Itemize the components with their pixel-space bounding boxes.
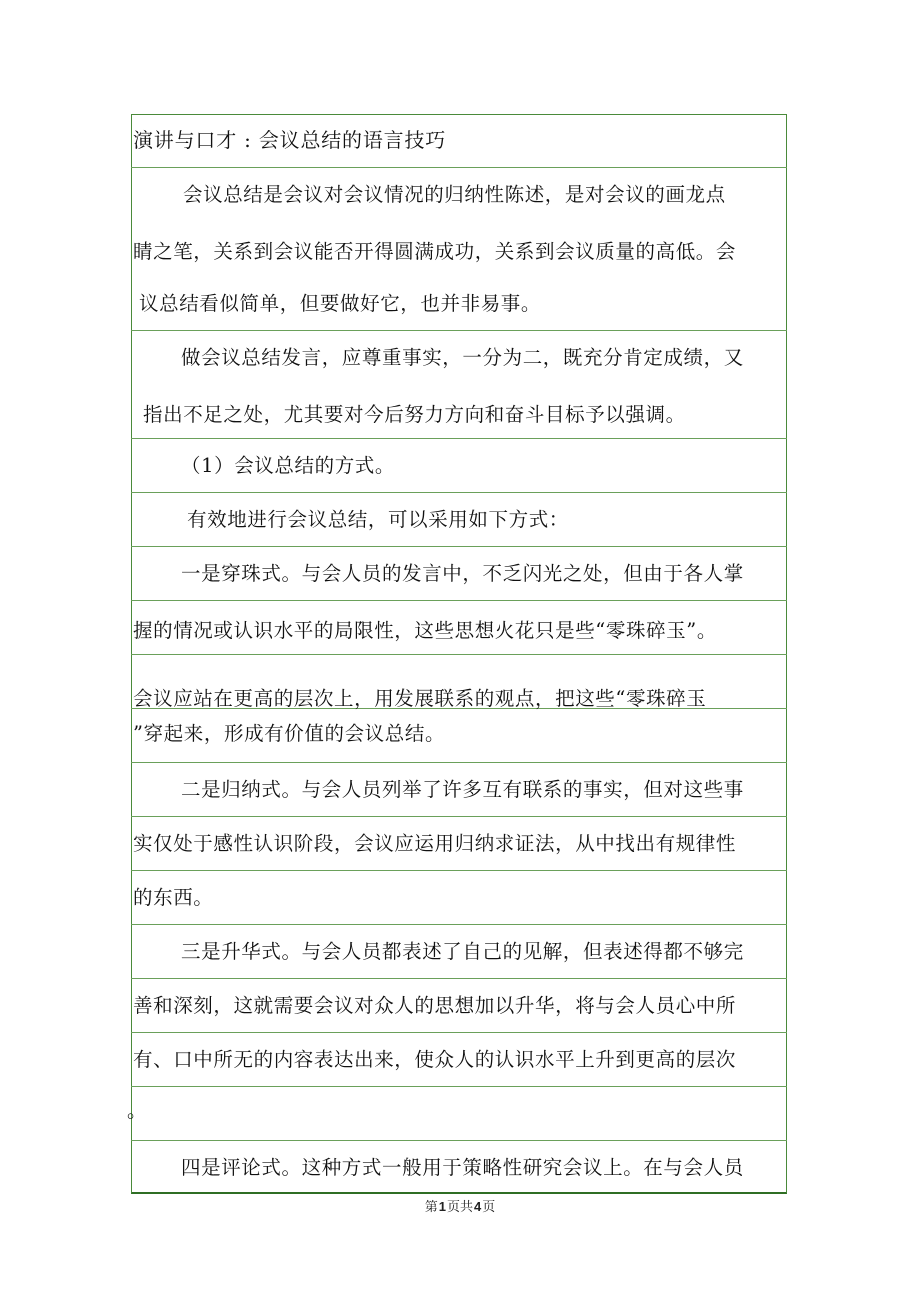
document-title: 演讲与口才 : 会议总结的语言技巧 — [133, 128, 447, 152]
row-divider — [131, 330, 787, 331]
row-divider — [131, 546, 787, 547]
row-divider — [131, 816, 787, 817]
row-divider — [131, 654, 787, 655]
total-page-number: 4 — [474, 1199, 482, 1214]
body-line: 善和深刻，这就需要会议对众人的思想加以升华，将与会人员心中所 — [133, 994, 737, 1017]
body-line: 握的情况或认识水平的局限性，这些思想火花只是些“零珠碎玉”。 — [133, 619, 717, 642]
body-line: ”穿起来，形成有价值的会议总结。 — [133, 722, 446, 745]
body-line: 有效地进行会议总结，可以采用如下方式： — [187, 508, 569, 531]
body-line: 三是升华式。与会人员都表述了自己的见解，但表述得都不够完 — [181, 940, 744, 963]
body-line: 议总结看似简单，但要做好它，也并非易事。 — [139, 292, 542, 315]
body-line: 一是穿珠式。与会人员的发言中，不乏闪光之处，但由于各人掌 — [181, 562, 744, 585]
body-line: 实仅处于感性认识阶段，会议应运用归纳求证法，从中找出有规律性 — [133, 832, 737, 855]
row-divider — [131, 1140, 787, 1141]
body-line: 会议总结是会议对会议情况的归纳性陈述，是对会议的画龙点 — [183, 183, 726, 206]
row-divider — [131, 762, 787, 763]
body-line: 的东西。 — [133, 886, 214, 909]
body-line: 睛之笔，关系到会议能否开得圆满成功，关系到会议质量的高低。会 — [133, 240, 737, 263]
body-line: 指出不足之处，尤其要对今后努力方向和奋斗目标予以强调。 — [143, 403, 686, 426]
page-prefix: 第 — [424, 1200, 438, 1215]
row-divider — [131, 600, 787, 601]
body-line: 。 — [127, 1099, 148, 1122]
body-line: （1）会议总结的方式。 — [181, 454, 396, 477]
row-divider — [131, 870, 787, 871]
row-divider — [131, 924, 787, 925]
row-divider — [131, 492, 787, 493]
page-indicator — [0, 1198, 920, 1217]
row-divider — [131, 167, 787, 168]
row-divider — [131, 1086, 787, 1087]
body-line: 会议应站在更高的层次上，用发展联系的观点，把这些“零珠碎玉 — [133, 687, 707, 710]
page-middle: 页共 — [446, 1200, 473, 1215]
row-divider — [131, 1032, 787, 1033]
body-line: 有、口中所无的内容表达出来，使众人的认识水平上升到更高的层次 — [133, 1048, 737, 1071]
body-line: 二是归纳式。与会人员列举了许多互有联系的事实，但对这些事 — [181, 778, 744, 801]
page-suffix: 页 — [482, 1200, 496, 1215]
body-line: 四是评论式。这种方式一般用于策略性研究会议上。在与会人员 — [181, 1156, 744, 1179]
body-line: 做会议总结发言，应尊重事实，一分为二，既充分肯定成绩，又 — [181, 346, 744, 369]
row-divider — [131, 438, 787, 439]
current-page-number: 1 — [438, 1199, 446, 1214]
row-divider — [131, 978, 787, 979]
